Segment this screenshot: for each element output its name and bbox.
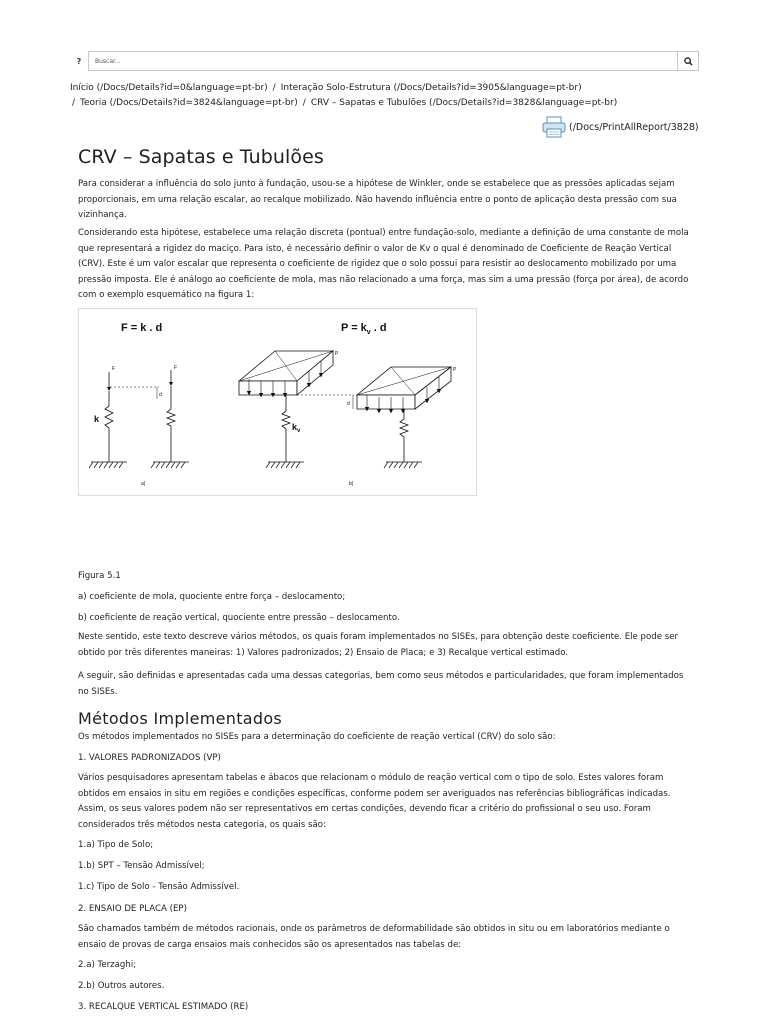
page-title: CRV – Sapatas e Tubulões	[78, 146, 324, 168]
spring-model-figure	[78, 308, 477, 496]
caption-item-a: a) coeficiente de mola, quociente entre força – deslocamento;	[78, 592, 346, 602]
breadcrumb-separator: /	[72, 98, 76, 108]
list-item-1a: 1.a) Tipo de Solo;	[78, 840, 154, 850]
label-kv: $k_v$	[292, 422, 301, 434]
methods-paragraph: Neste sentido, este texto descreve vários métodos, os quais foram implementados no SISEs, para obtenção deste coeficiente. Ele pode ser obtido por três diferentes maneiras: 1) Valores padronizados; 2) Ensaio de Placa; e 3) Recalque vertical estimado.	[78, 632, 679, 658]
print-report-label[interactable]: (/Docs/PrintAllReport/3828)	[569, 121, 699, 133]
breadcrumb-current[interactable]: CRV – Sapatas e Tubulões (/Docs/Details?id=3828&language=pt-br)	[310, 98, 618, 108]
ep-paragraph: São chamados também de métodos racionais, onde os parâmetros de deformabilidade são obtidos in situ ou em laboratórios mediante o ensaio de provas de carga ensaios mais conhecidos são os apresentados nas tabelas de:	[78, 924, 670, 950]
breadcrumb-link-teoria[interactable]: Teoria (/Docs/Details?id=3824&language=pt-br)	[80, 98, 298, 108]
label-pressure-2: P	[453, 367, 457, 373]
help-button[interactable]: ?	[76, 56, 82, 66]
list-item-2a: 2.a) Terzaghi;	[78, 960, 137, 970]
section-intro: Os métodos implementados no SISEs para a determinação do coeficiente de reação vertical (CRV) do solo são:	[78, 732, 556, 742]
caption-a: a)	[141, 481, 146, 487]
method-heading-vp: 1. VALORES PADRONIZADOS (VP)	[78, 753, 221, 763]
caption-b: b)	[349, 481, 354, 487]
label-pressure-1: P	[335, 351, 339, 357]
label-force-2: F	[174, 365, 178, 371]
section-title: Métodos Implementados	[78, 709, 283, 728]
search-input[interactable]: Buscar...	[88, 51, 677, 71]
search-icon	[684, 57, 693, 66]
categories-paragraph: A seguir, são definidas e apresentadas cada uma dessas categorias, bem como seus métodos e particularidades, que foram implementados no SISEs.	[78, 671, 684, 697]
list-item-1c: 1.c) Tipo de Solo - Tensão Admissível.	[78, 882, 240, 892]
intro-paragraph: Para considerar a influência do solo junto à fundação, usou-se a hipótese de Winkler, onde se estabelece que as pressões aplicadas sejam proporcionais, em uma relação escalar, ao recalque mobilizado. Não havendo influência entre o ponto de aplicação desta pressão com sua vizinhança.	[78, 179, 677, 221]
label-d-1: d	[159, 392, 162, 398]
breadcrumb-link-inicio[interactable]: Início (/Docs/Details?id=0&language=pt-br)	[70, 83, 268, 93]
label-k: k	[94, 414, 100, 424]
formula-reaction: $P = k_v$ . d	[341, 322, 387, 336]
figure-caption: Figura 5.1	[78, 571, 121, 581]
printer-icon	[541, 116, 567, 138]
hypothesis-paragraph: Considerando esta hipótese, estabelece uma relação discreta (pontual) entre fundação-solo, mediante a definição de uma constante de mola que representará a rigidez do maciço. Para isto, é necessário definir o valor de Kv o qual é denominado de Coeficiente de Reação Vertical (CRV). Este é um valor escalar que representa o coeficiente de rigidez que o solo possui para resistir ao deslocamento mobilizado por uma pressão imposta. Ele é análogo ao coeficiente de mola, mas não relacionado a uma força, mas sim a uma pressão (força por área), de acordo com o exemplo esquemático na figura 1:	[78, 228, 689, 301]
print-report-link[interactable]	[541, 116, 699, 138]
breadcrumb-separator: /	[272, 83, 276, 93]
list-item-1b: 1.b) SPT – Tensão Admissível;	[78, 861, 205, 871]
formula-spring: F = k . d	[121, 322, 163, 334]
search-bar	[70, 51, 699, 71]
breadcrumb	[70, 81, 700, 111]
breadcrumb-link-interacao[interactable]: Interação Solo-Estrutura (/Docs/Details?id=3905&language=pt-br)	[280, 83, 582, 93]
method-heading-ep: 2. ENSAIO DE PLACA (EP)	[78, 904, 187, 914]
search-button[interactable]	[677, 51, 699, 71]
label-force-1: F	[112, 366, 116, 372]
method-heading-re: 3. RECALQUE VERTICAL ESTIMADO (RE)	[78, 1002, 249, 1012]
label-d-2: d	[347, 401, 350, 407]
breadcrumb-separator: /	[302, 98, 306, 108]
vp-paragraph: Vários pesquisadores apresentam tabelas e ábacos que relacionam o módulo de reação vertical com o tipo de solo. Estes valores foram obtidos em ensaios in situ em regiões e condições específicas, conforme podem ser averiguados nas referências bibliográficas indicadas. Assim, os seus valores podem não ser representativos em certas condições, devendo ficar a critério do profissional o seu uso. Foram considerados três métodos nesta categoria, os quais são:	[78, 773, 671, 830]
caption-item-b: b) coeficiente de reação vertical, quociente entre pressão – deslocamento.	[78, 613, 400, 623]
list-item-2b: 2.b) Outros autores.	[78, 981, 165, 991]
